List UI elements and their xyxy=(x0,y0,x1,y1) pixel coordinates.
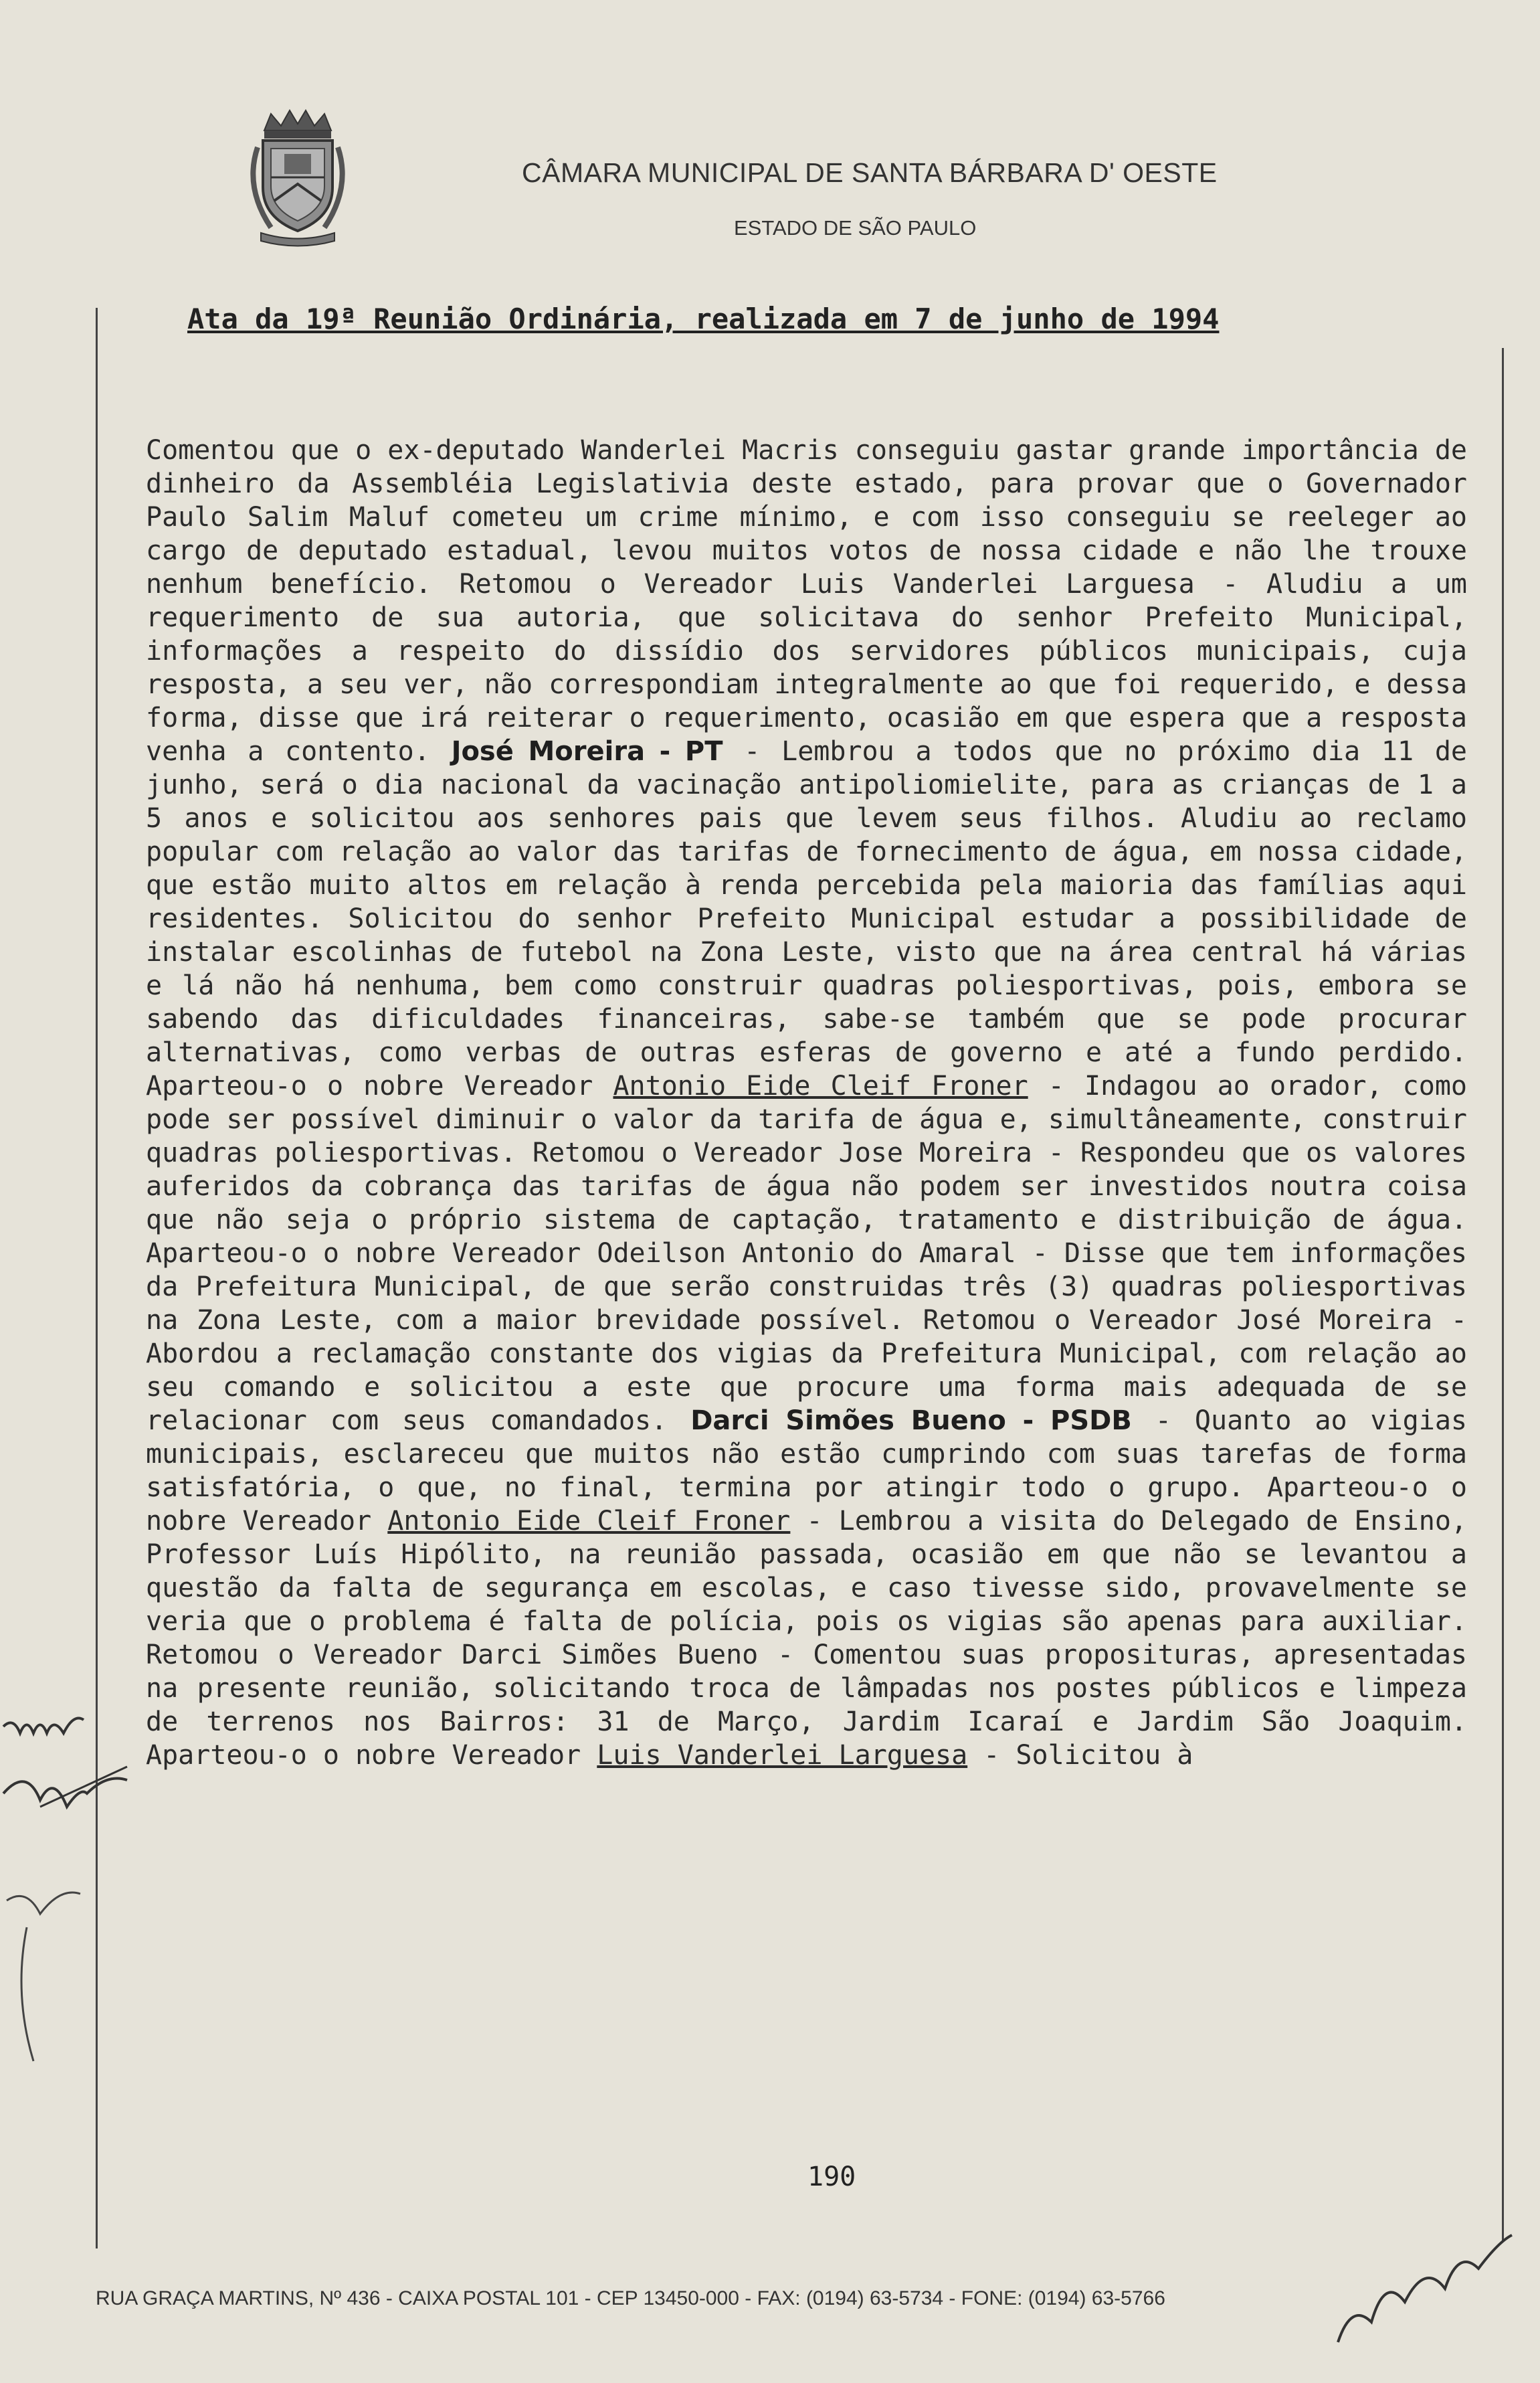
text-segment: - Solicitou à xyxy=(967,1740,1193,1771)
footer-address: RUA GRAÇA MARTINS, Nº 436 - CAIXA POSTAL 101 - CEP 13450-000 - FAX: (0194) 63-5734 - FONE: (0194) 63-5766 xyxy=(96,2287,1165,2309)
text-segment: Comentou que o ex-deputado Wanderlei Macris conseguiu gastar grande importância de dinheiro da Assembléia Legislativia deste estado, para provar que o Governador Paulo Salim Maluf cometeu um crime mínimo, e com isso conseguiu se reeleger ao cargo de deputado estadual, levou muitos votos de nossa cidade e não lhe trouxe nenhum benefício. Retomou o Vereador Luis Vanderlei Larguesa - Aludiu a um requerimento de sua autoria, que solicitava do senhor Prefeito Municipal, informações a respeito do dissídio dos servidores públicos municipais, cuja resposta, a seu ver, não correspondiam integralmente ao que foi requerido, e dessa forma, disse que irá reiterar o requerimento, ocasião em que espera que a resposta venha a contento. xyxy=(146,435,1467,767)
right-margin-line xyxy=(1502,348,1504,2242)
text-segment: - Lembrou a todos que no próximo dia 11 de junho, será o dia nacional da vacinação antipoliomielite, para as crianças de 1 a 5 anos e solicitou aos senhores pais que levem seus filhos. Aludiu ao reclamo popular com relação ao valor das tarifas de fornecimento de água, em nossa cidade, que estão muito altos em relação à renda percebida pela maioria das famílias aqui residentes. Solicitou do senhor Prefeito Municipal estudar a possibilidade de instalar escolinhas de futebol na Zona Leste, visto que na área central há várias e lá não há nenhuma, bem como construir quadras poliesportivas, pois, embora se sabendo das dificuldades financeiras, sabe-se também que se pode procurar alternativas, como verbas de outras esferas de governo e até a fundo perdido. Aparteou-o o nobre Vereador xyxy=(146,736,1467,1101)
minutes-paragraph xyxy=(146,434,1467,1772)
councilor-name: Luis Vanderlei Larguesa xyxy=(597,1740,968,1771)
text-segment: - Quanto ao vigias municipais, esclareceu que muitos não estão cumprindo com suas tarefas de forma satisfatória, o que, no final, termina por atingir todo o grupo. Aparteou-o o nobre Vereador xyxy=(146,1405,1468,1536)
councilor-name: Antonio Eide Cleif Froner xyxy=(387,1506,791,1536)
left-margin-line xyxy=(96,308,98,2248)
institution-name: CÂMARA MUNICIPAL DE SANTA BÁRBARA D' OESTE xyxy=(522,157,1218,188)
minutes-body xyxy=(146,434,1467,1772)
speaker-name: Darci Simões Bueno - PSDB xyxy=(690,1405,1132,1436)
municipal-coat-of-arms-icon xyxy=(244,107,351,248)
text-segment: - Indagou ao orador, como pode ser possível diminuir o valor da tarifa de água e, simultâneamente, construir quadras poliesportivas. Retomou o Vereador Jose Moreira - Respondeu que os valores auferidos da cobrança das tarifas de água não podem ser investidos noutra coisa que não seja o próprio sistema de captação, tratamento e distribuição de água. Aparteou-o o nobre Vereador Odeilson Antonio do Amaral - Disse que tem informações da Prefeitura Municipal, de que serão construidas três (3) quadras poliesportivas na Zona Leste, com a maior brevidade possível. Retomou o Vereador José Moreira - Abordou a reclamação constante dos vigias da Prefeitura Municipal, com relação ao seu comando e solicitou a este que procure uma forma mais adequada de se relacionar com seus comandados. xyxy=(146,1071,1467,1436)
minutes-title: Ata da 19ª Reunião Ordinária, realizada em 7 de junho de 1994 xyxy=(187,302,1220,335)
speaker-name: José Moreira - PT xyxy=(451,736,723,767)
footer-signature-icon xyxy=(1325,2222,1525,2356)
councilor-name: Antonio Eide Cleif Froner xyxy=(613,1071,1028,1101)
margin-signature-icon xyxy=(0,1713,134,2182)
text-segment: - Lembrou a visita do Delegado de Ensino, Professor Luís Hipólito, na reunião passada, ocasião em que não se levantou a questão da falta de segurança em escolas, e caso tivesse sido, provavelmente se veria que o problema é falta de polícia, pois os vigias são apenas para auxiliar. Retomou o Vereador Darci Simões Bueno - Comentou suas proposituras, apresentadas na presente reunião, solicitando troca de lâmpadas nos postes públicos e limpeza de terrenos nos Bairros: 31 de Março, Jardim Icaraí e Jardim São Joaquim. Aparteou-o o nobre Vereador xyxy=(146,1506,1467,1771)
page-number: 190 xyxy=(807,2161,856,2192)
state-name: ESTADO DE SÃO PAULO xyxy=(734,216,977,240)
